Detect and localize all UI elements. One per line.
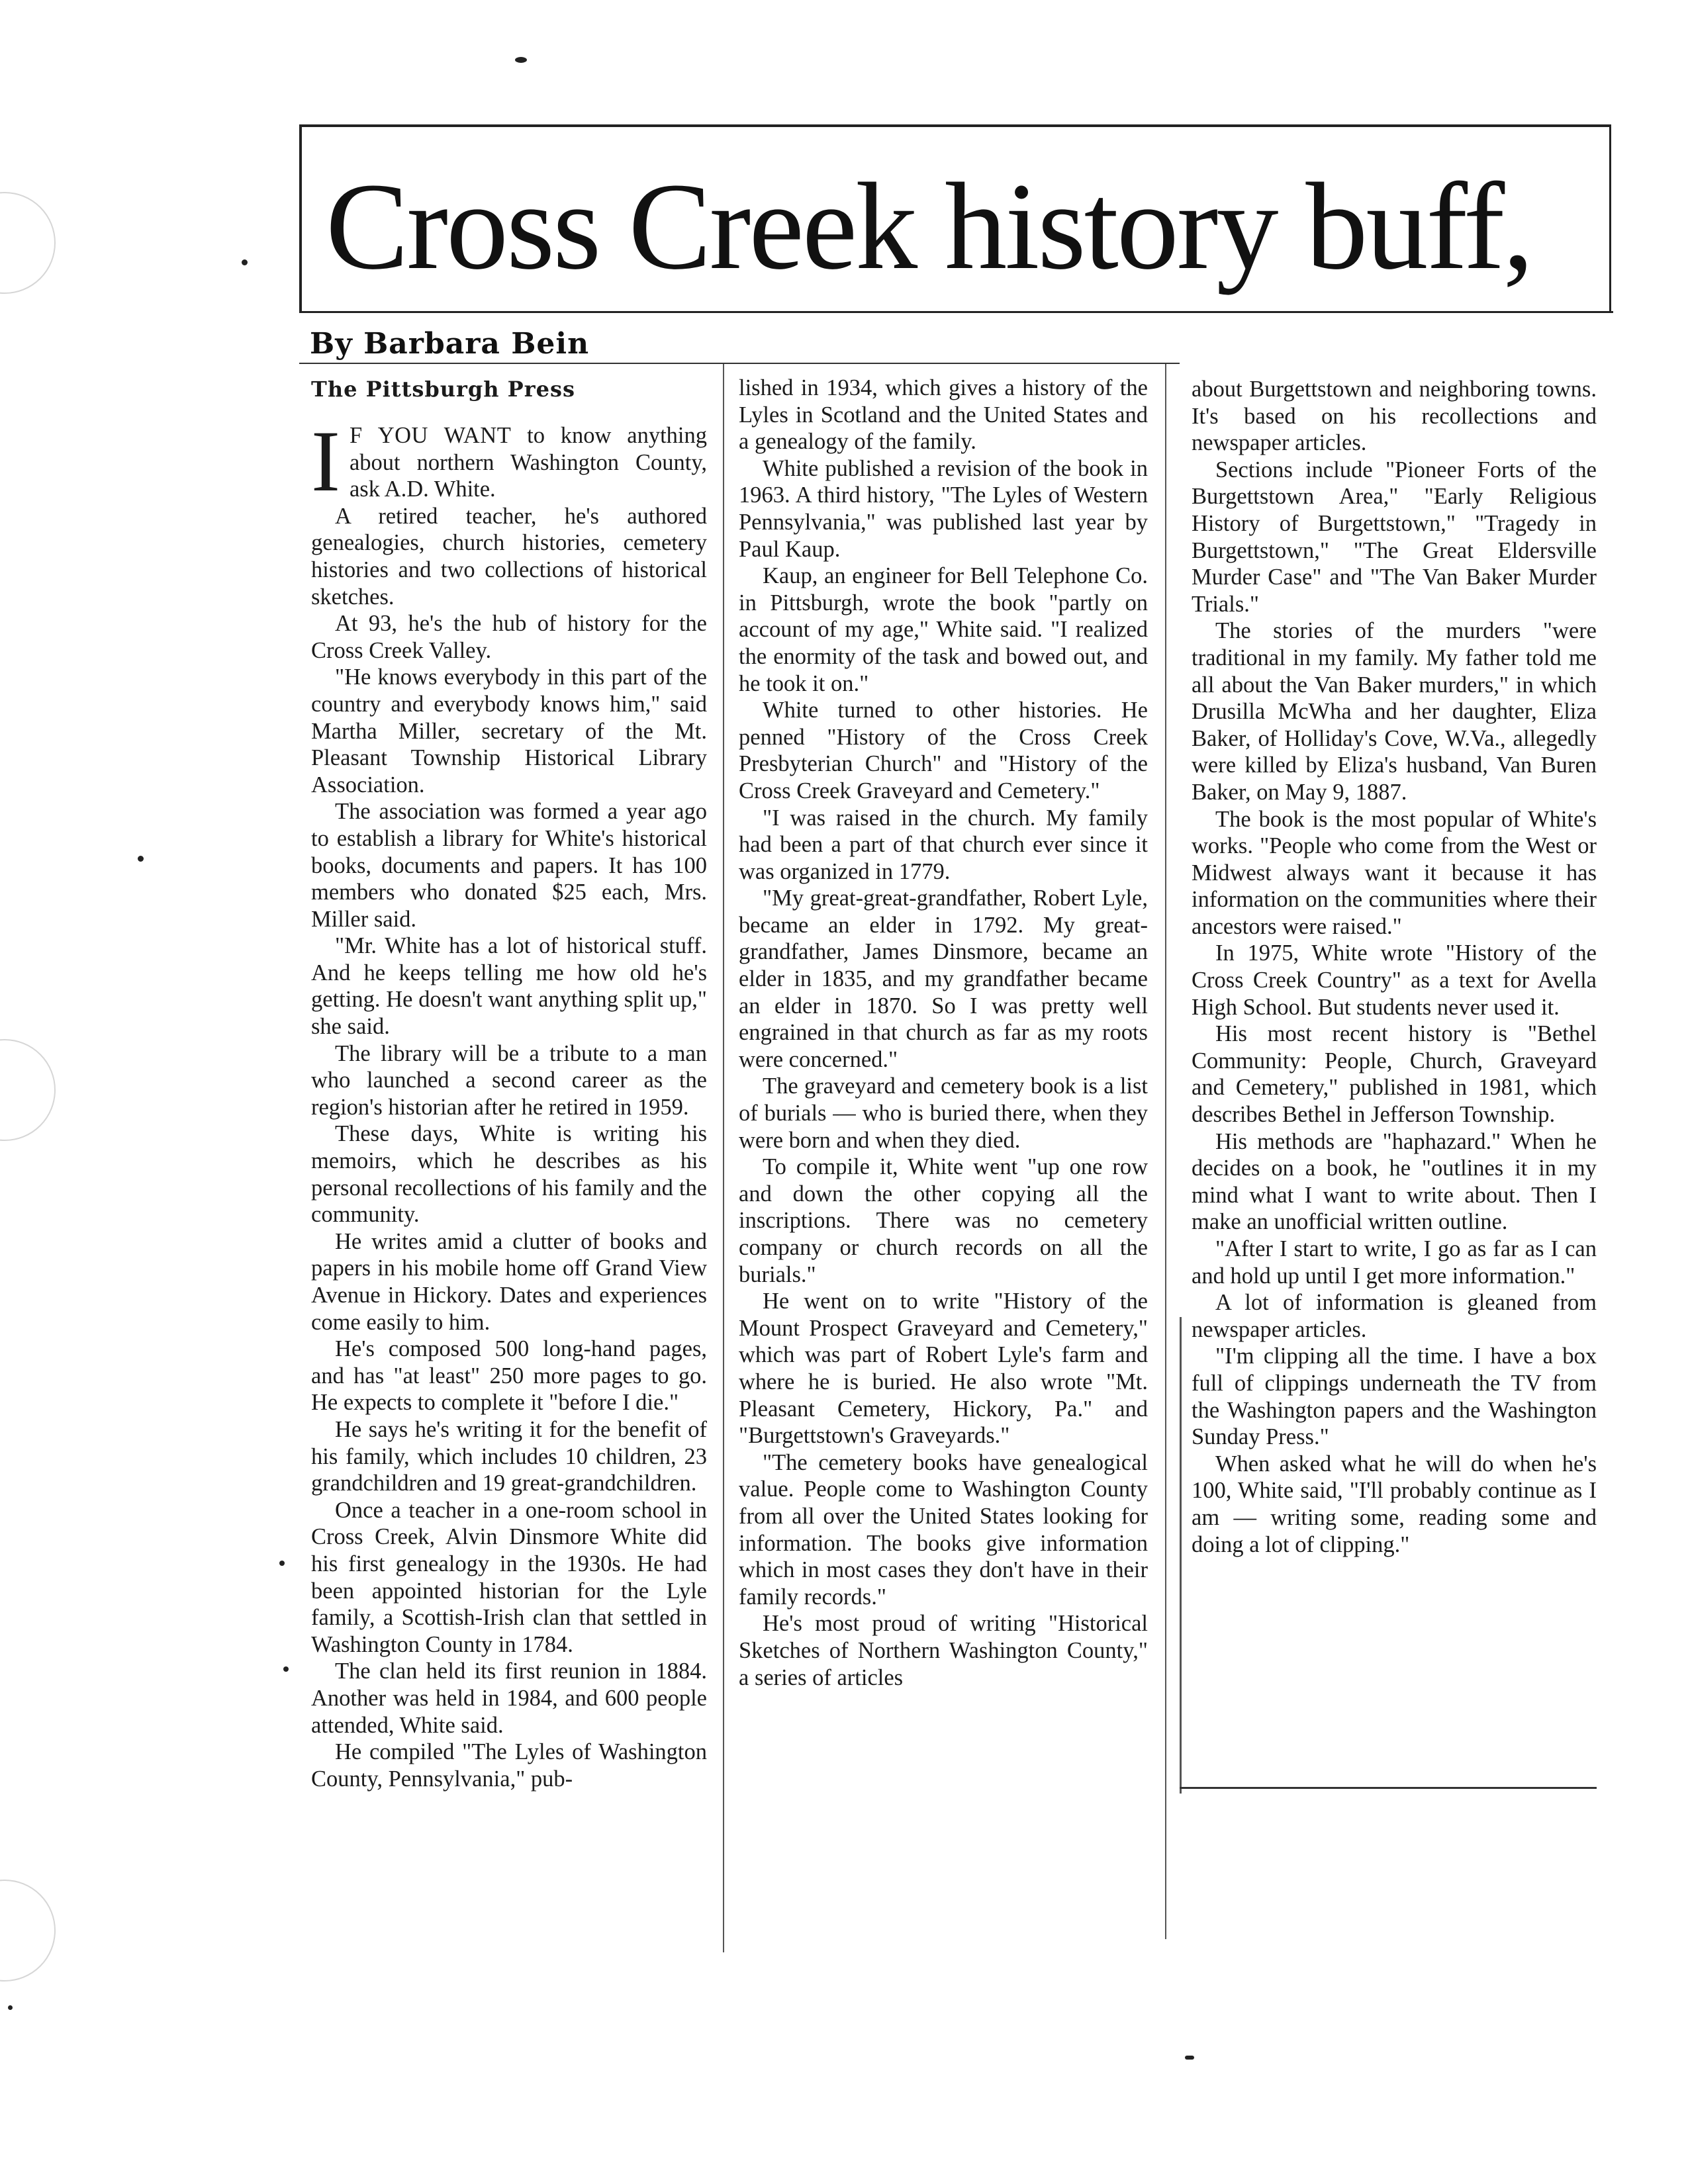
paragraph: "After I start to write, I go as far as I can and hold up until I get more information." — [1192, 1236, 1597, 1289]
scan-speck — [138, 856, 144, 862]
paragraph: Kaup, an engineer for Bell Telephone Co. in Pittsburgh, wrote the book "partly on account of my age," White said. "I realized the enormity of the task and bowed out, and he took it on." — [739, 563, 1148, 696]
paragraph: The stories of the murders "were traditional in my family. My father told me all about the Van Baker murders," in which Drusilla McWha and her daughter, Eliza Baker, of Holliday's Cove, W.Va., allegedly were killed by Eliza's husband, Van Buren Baker, on May 9, 1887. — [1192, 618, 1597, 805]
paragraph: He's most proud of writing "Historical Sketches of Northern Washington County," a series of articles — [739, 1611, 1148, 1690]
paragraph-continued: about Burgettstown and neighboring towns. It's based on his recollections and newspaper articles. — [1192, 377, 1597, 456]
paragraph: To compile it, White went "up one row and down the other copying all the inscriptions. There was no cemetery company or church records on all the burials." — [739, 1154, 1148, 1287]
publication-credit: The Pittsburgh Press — [311, 377, 575, 402]
paragraph: He went on to write "History of the Mount Prospect Graveyard and Cemetery," which was part of Robert Lyle's farm and where he is buried. He also wrote "Mt. Pleasant Cemetery, Hickory, Pa." and "Burgettstown's Graveyards." — [739, 1289, 1148, 1449]
paragraph: "I was raised in the church. My family had been a part of that church ever since it was organized in 1779. — [739, 805, 1148, 884]
paragraph: A retired teacher, he's authored genealogies, church histories, cemetery histories and two collections of historical sketches. — [311, 503, 707, 610]
paragraph: Sections include "Pioneer Forts of the Burgettstown Area," "Early Religious History of Burgettstown," "Tragedy in Burgettstown," "The Great Eldersville Murder Case" and "The Van Baker Murder Trials." — [1192, 457, 1597, 617]
article-column-3 — [1192, 376, 1597, 1558]
paragraph: The book is the most popular of White's works. "People who come from the West or Midwest always want it because it has information on the communities where their ancestors were raised." — [1192, 806, 1597, 939]
paragraph: "Mr. White has a lot of historical stuff. And he keeps telling me how old he's getting. He doesn't want anything split up," she said. — [311, 933, 707, 1040]
paragraph: The association was formed a year ago to establish a library for White's historical books, documents and papers. It has 100 members who donated $25 each, Mrs. Miller said. — [311, 799, 707, 932]
article-column-2 — [739, 375, 1148, 1691]
paragraph: He compiled "The Lyles of Washington County, Pennsylvania," pub- — [311, 1739, 707, 1792]
column-top-rule — [299, 363, 1180, 364]
paragraph: "My great-great-grandfather, Robert Lyle, became an elder in 1792. My great-grandfather, James Dinsmore, became an elder in 1835, and my grandfather became an elder in 1870. So I was pretty well engrained in that church as far as my roots were concerned." — [739, 886, 1148, 1072]
drop-cap: I — [311, 412, 340, 510]
paragraph: The graveyard and cemetery book is a list of burials — who is buried there, when they were born and when they died. — [739, 1073, 1148, 1153]
headline-rule — [299, 311, 1613, 313]
paragraph: His methods are "haphazard." When he decides on a book, he "outlines it in my mind what I want to write about. Then I make an unofficial written outline. — [1192, 1128, 1597, 1235]
paragraph: "He knows everybody in this part of the country and everybody knows him," said Martha Miller, secretary of the Mt. Pleasant Township Historical Library Association. — [311, 664, 707, 797]
paragraph: When asked what he will do when he's 100, White said, "I'll probably continue as I am — writing some, reading some and doing a lot of clipping." — [1192, 1451, 1597, 1557]
byline: By Barbara Bein — [310, 327, 590, 361]
column-end-rule — [1180, 1787, 1597, 1789]
paragraph: These days, White is writing his memoirs, which he describes as his personal recollections of his family and the community. — [311, 1121, 707, 1228]
paragraph: At 93, he's the hub of history for the Cross Creek Valley. — [311, 611, 707, 663]
paragraph: He says he's writing it for the benefit of his family, which includes 10 children, 23 grandchildren and 19 great-grandchildren. — [311, 1416, 707, 1496]
paragraph: "I'm clipping all the time. I have a box full of clippings underneath the TV from the Washington papers and the Washington Sunday Press." — [1192, 1343, 1597, 1450]
paragraph-continued: lished in 1934, which gives a history of the Lyles in Scotland and the United States and a genealogy of the family. — [739, 375, 1148, 455]
scan-speck — [279, 1561, 285, 1566]
punch-hole-mark — [0, 1880, 56, 1981]
scan-speck — [1185, 2056, 1194, 2060]
column-divider — [1165, 364, 1166, 1939]
scan-speck — [283, 1666, 289, 1672]
scan-speck — [8, 2005, 13, 2010]
scan-speck — [515, 57, 527, 63]
lead-paragraph — [311, 412, 708, 510]
paragraph: White turned to other histories. He penned "History of the Cross Creek Presbyterian Church" and "History of the Cross Creek Graveyard and Cemetery." — [739, 698, 1148, 803]
paragraph: The clan held its first reunion in 1884. Another was held in 1984, and 600 people attended, White said. — [311, 1659, 707, 1738]
lead-text: to know anything about northern Washington County, ask A.D. White. — [349, 423, 708, 502]
lead-in: F YOU WANT — [349, 423, 512, 448]
paragraph: He writes amid a clutter of books and papers in his mobile home off Grand View Avenue in Hickory. Dates and experiences come easily to him. — [311, 1228, 707, 1335]
paragraph: He's composed 500 long-hand pages, and has "at least" 250 more pages to go. He expects to complete it "before I die." — [311, 1336, 707, 1416]
paragraph: A lot of information is gleaned from newspaper articles. — [1192, 1290, 1597, 1342]
column-divider — [723, 364, 724, 1952]
paragraph: Once a teacher in a one-room school in Cross Creek, Alvin Dinsmore White did his first genealogy in the 1930s. He had been appointed historian for the Lyle family, a Scottish-Irish clan that settled in Washington County in 1784. — [311, 1497, 707, 1657]
article-column-1 — [311, 376, 707, 1792]
scan-speck — [242, 259, 248, 265]
paragraph: In 1975, White wrote "History of the Cross Creek Country" as a text for Avella High School. But students never used it. — [1192, 940, 1597, 1020]
paragraph: White published a revision of the book in 1963. A third history, "The Lyles of Western Pennsylvania," was published last year by Paul Kaup. — [739, 455, 1148, 562]
punch-hole-mark — [0, 1039, 56, 1141]
punch-hole-mark — [0, 192, 56, 294]
column-divider — [1180, 1317, 1182, 1794]
paragraph: The library will be a tribute to a man who launched a second career as the region's historian after he retired in 1959. — [311, 1040, 707, 1120]
headline: Cross Creek history buff, — [326, 157, 1532, 295]
paragraph: His most recent history is "Bethel Community: People, Church, Graveyard and Cemetery," published in 1981, which describes Bethel in Jefferson Township. — [1192, 1021, 1597, 1128]
paragraph: "The cemetery books have genealogical value. People come to Washington County from all over the United States looking for information. The books give information which in most cases they don't have in their family records." — [739, 1449, 1148, 1610]
